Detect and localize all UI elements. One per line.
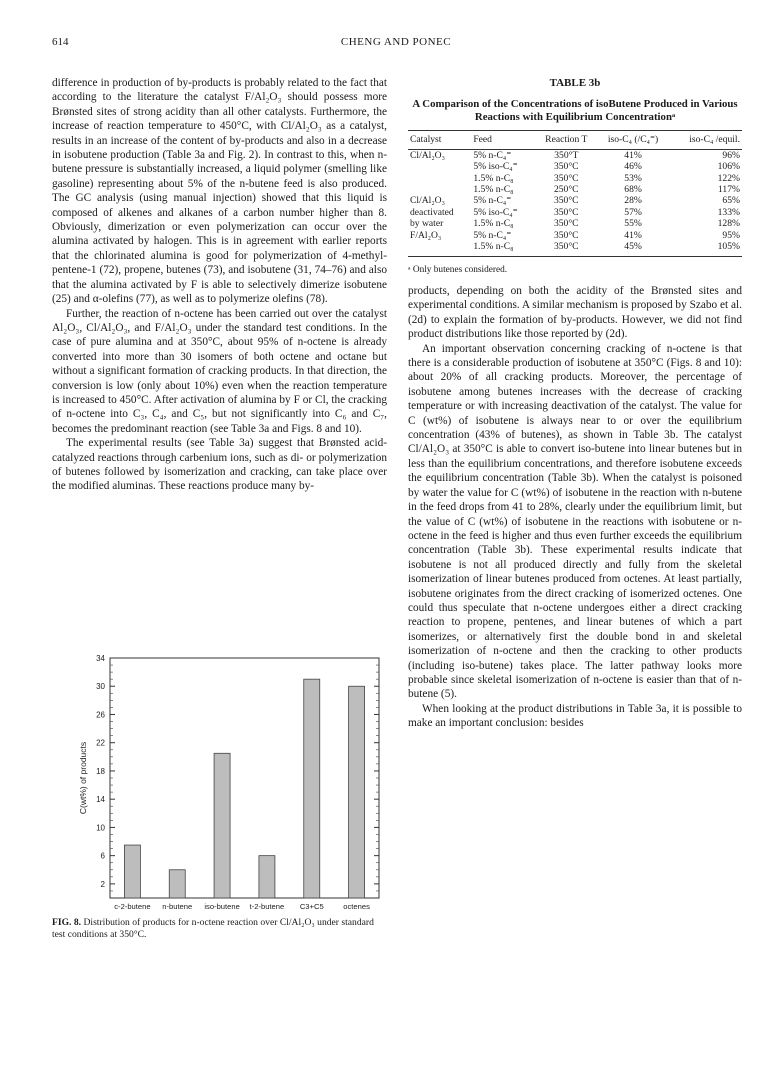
data-table [408, 130, 742, 257]
table-cell: 105% [717, 241, 740, 253]
y-tick-label: 6 [100, 851, 105, 861]
paragraph: When looking at the product distributions in Table 3a, it is possible to make an important conclusion: besides [408, 702, 742, 730]
table-header-cell: iso-C₄ /equil. [669, 131, 742, 149]
table-cell: 106% [717, 161, 740, 173]
y-tick-label: 10 [96, 823, 105, 833]
paragraph: products, depending on both the acidity of the Brønsted sites and experimental conditions. A similar mechanism is proposed by Szabo et al. (2d) to explain the formation of by-products. However, we did not find product distributions like those reported by (2d). [408, 285, 742, 341]
table-cell: 41% [624, 229, 642, 241]
table-cell: 41% [624, 149, 642, 161]
table-cell: 45% [624, 241, 642, 253]
table-cell: Cl/Al₂O₃ [410, 149, 445, 161]
plot-frame [110, 658, 379, 898]
table-row [408, 230, 742, 241]
table-cell: 28% [624, 195, 642, 207]
table-header-cell: iso-C₄ (/C₄⁼) [597, 131, 669, 149]
table-cell: 53% [624, 172, 642, 184]
left-column [52, 76, 387, 494]
y-tick-label: 26 [96, 710, 105, 720]
table-row [408, 218, 742, 229]
table-row [408, 207, 742, 218]
table-cell: 122% [717, 172, 740, 184]
table-cell: 350°C [553, 195, 579, 207]
table-cell [408, 161, 471, 172]
x-tick-label: c-2-butene [114, 902, 151, 911]
table-cell: 65% [722, 195, 740, 207]
table-cell: 350°C [553, 172, 579, 184]
bar-chart [52, 650, 387, 920]
y-tick-label: 30 [96, 682, 105, 692]
table-cell: 46% [624, 161, 642, 173]
table-cell: 133% [717, 206, 740, 218]
y-tick-label: 14 [96, 795, 105, 805]
figure-8 [52, 650, 387, 920]
figure-caption-label: FIG. 8. [52, 917, 82, 928]
table-cell: deactivated [410, 206, 454, 218]
figure-caption-text: Distribution of products for n-octene reaction over Cl/Al₂O₃ under standard test conditions at 350°C. [52, 917, 374, 940]
bar [214, 753, 230, 898]
table-cell: 95% [722, 229, 740, 241]
table-title: TABLE 3b [549, 77, 601, 89]
y-tick-label: 34 [96, 654, 105, 663]
y-tick-label: 22 [96, 738, 105, 748]
table-row [408, 195, 742, 206]
bar [259, 856, 275, 898]
table-cell: 96% [722, 149, 740, 161]
table-cell: 1.5% n-C₈ [473, 218, 514, 230]
table-cell: 5% iso-C₄⁼ [473, 206, 518, 218]
x-tick-label: n-butene [162, 902, 193, 911]
bar [169, 870, 185, 898]
table-row [408, 161, 742, 172]
y-axis-label: C(wt%) of products [78, 741, 88, 815]
right-column [408, 284, 742, 731]
table-row [408, 149, 742, 161]
x-tick-label: t-2-butene [249, 902, 285, 911]
table-cell: 350°C [553, 218, 579, 230]
bar [304, 679, 320, 898]
x-tick-label: iso-butene [204, 902, 240, 911]
table-cell: 1.5% n-C₈ [473, 241, 514, 253]
bar [124, 845, 140, 898]
table-cell: 1.5% n-C₈ [473, 184, 514, 196]
table-cell: 5% n-C₄⁼ [473, 149, 512, 161]
table-cell [408, 173, 471, 184]
paragraph: An important observation concerning cracking of n-octene is that there is a considerable production of isobutene at 350°C (Figs. 8 and 10): about 20% of all cracking products. Moreover, the percentage of isobutene among butenes increases with the decrease of cracking temperature or with increasing deactivation of the catalyst. The value for C (wt%) of isobutene is always near to or over the equilibrium concentration (43% of butenes), as shown in Table 3b. The catalyst Cl/Al₂O₃ at 350°C is able to convert iso-butene into linear butenes but in less than the equilibrium concentrations, and therefore isobutene exceeds the equilibrium concentration (Table 3b). When the catalyst is poisoned by water the value for C (wt%) of isobutene in the reaction with n-butene in the feed drops from 41 to 28%, clearly under the equilibrium limit, but the value of C (wt%) of isobutene in the reactions with isobutene or n-octene in the feed is higher and thus even further exceeds the equilibrium concentration (Table 3b). These experimental results indicate that isobutene is not all produced directly and fully from the skeletal isomerization of linear butenes produced from octenes. At least partially, isobutene originates from the direct cracking of isomerized octenes. One could thus speculate that n-octene undergoes either a direct cracking reaction to propene, pentenes, and linear butenes of which a part isomerizes, or alternatively first the double bond in and skeletal isomerization of n-octene and then the cracking to other products (including iso-butene) takes place. The latter pathway looks more probable since skeletal isomerization of n-octene is easier than that of n-butene (5). [408, 342, 742, 701]
table-cell: 1.5% n-C₈ [473, 172, 514, 184]
table-cell [408, 184, 471, 195]
page-number: 614 [52, 36, 69, 48]
table-cell: 350°C [553, 206, 579, 218]
table-cell: 5% n-C₄⁼ [473, 195, 512, 207]
table-cell: 350°C [553, 229, 579, 241]
paragraph: The experimental results (see Table 3a) suggest that Brønsted acid-catalyzed reactions through carbenium ions, such as di- or polymerization of butenes followed by isomerization and cracking, can take place over the modified aluminas. These reactions produce many by- [52, 437, 387, 493]
table-header-cell: Reaction T [536, 131, 597, 149]
figure-caption [52, 917, 387, 941]
table-row [408, 173, 742, 184]
table-cell: 55% [624, 218, 642, 230]
table-cell: 68% [624, 184, 642, 196]
table-cell: 117% [717, 184, 740, 196]
table-cell [408, 241, 471, 257]
table-cell: 350°C [553, 161, 579, 173]
y-tick-label: 2 [100, 879, 105, 889]
table-cell: 57% [624, 206, 642, 218]
bar [349, 686, 365, 898]
table-header-cell: Catalyst [408, 131, 471, 149]
table-header-row [408, 131, 742, 149]
table-caption: A Comparison of the Concentrations of isoButene Produced in Various Reactions with Equilibrium Concentrationᵃ [412, 98, 738, 124]
paragraph: difference in production of by-products is probably related to the fact that according to the literature the catalyst F/Al₂O₃ should possess more Brønsted sites of strong acidity than all other catalysts. Furthermore, the increase of reaction temperature to 450°C, with Cl/Al₂O₃ as a catalyst, results in an increase of the content of by-products and also in a decrease in isobutene production (Table 3a and Fig. 2). In contrast to this, when n-butene pressure is substantially increased, a liquid polymer (smelling like gasoline) representing about 5% of the n-butene feed is also produced. The GC analysis (using manual injection) showed that this liquid is composed of alkenes and alkanes of a carbon number higher than 8. Obviously, dimerization or even polymerization can occur over the alumina activated by halogen. This is in agreement with earlier reports that the chlorinated alumina is good for polymerization of 4-methyl-pentene-1 (72), propene, butenes (73), and isobutene (31, 74–76) and also that the alumina activated by F is able to selectively dimerize isobutene (25) and α-olefins (77), as well as to polymerize olefins (78). [52, 77, 387, 306]
table-cell: 128% [717, 218, 740, 230]
table-cell: by water [410, 218, 444, 230]
x-tick-label: C3+C5 [299, 902, 324, 911]
table-header-cell: Feed [471, 131, 535, 149]
table-cell: 5% n-C₄⁼ [473, 229, 512, 241]
table-cell: F/Al₂O₃ [410, 229, 442, 241]
table-cell: 350°C [553, 241, 579, 253]
x-tick-label: octenes [343, 902, 370, 911]
table-cell: 350°T [554, 149, 579, 161]
table-3b [408, 76, 742, 278]
y-tick-label: 18 [96, 766, 105, 776]
paragraph: Further, the reaction of n-octene has been carried out over the catalyst Al₂O₃, Cl/Al₂O₃, and F/Al₂O₃ under the standard test conditions. In the case of pure alumina and at 350°C, about 95% of n-octene is already converted into more than 30 isomers of both octene and octane but without a significant formation of cracking products. In that direction, the conversion is low (only about 10%) even when the reaction temperature is increased to 450°C. After activation of alumina by F or Cl, the cracking of n-octene into C₃, C₄, and C₅, but not significantly into C₆ and C₇, becomes the predominant reaction (see Table 3a and Figs. 8 and 10). [52, 307, 387, 435]
table-cell: 250°C [553, 184, 579, 196]
table-row [408, 241, 742, 257]
page-header [52, 36, 740, 52]
table-cell: Cl/Al₂O₃ [410, 195, 445, 207]
table-row [408, 184, 742, 195]
table-cell: 5% iso-C₄⁼ [473, 161, 518, 173]
running-head: CHENG AND PONEC [340, 36, 452, 48]
table-footnote: ᵃ Only butenes considered. [408, 265, 508, 276]
